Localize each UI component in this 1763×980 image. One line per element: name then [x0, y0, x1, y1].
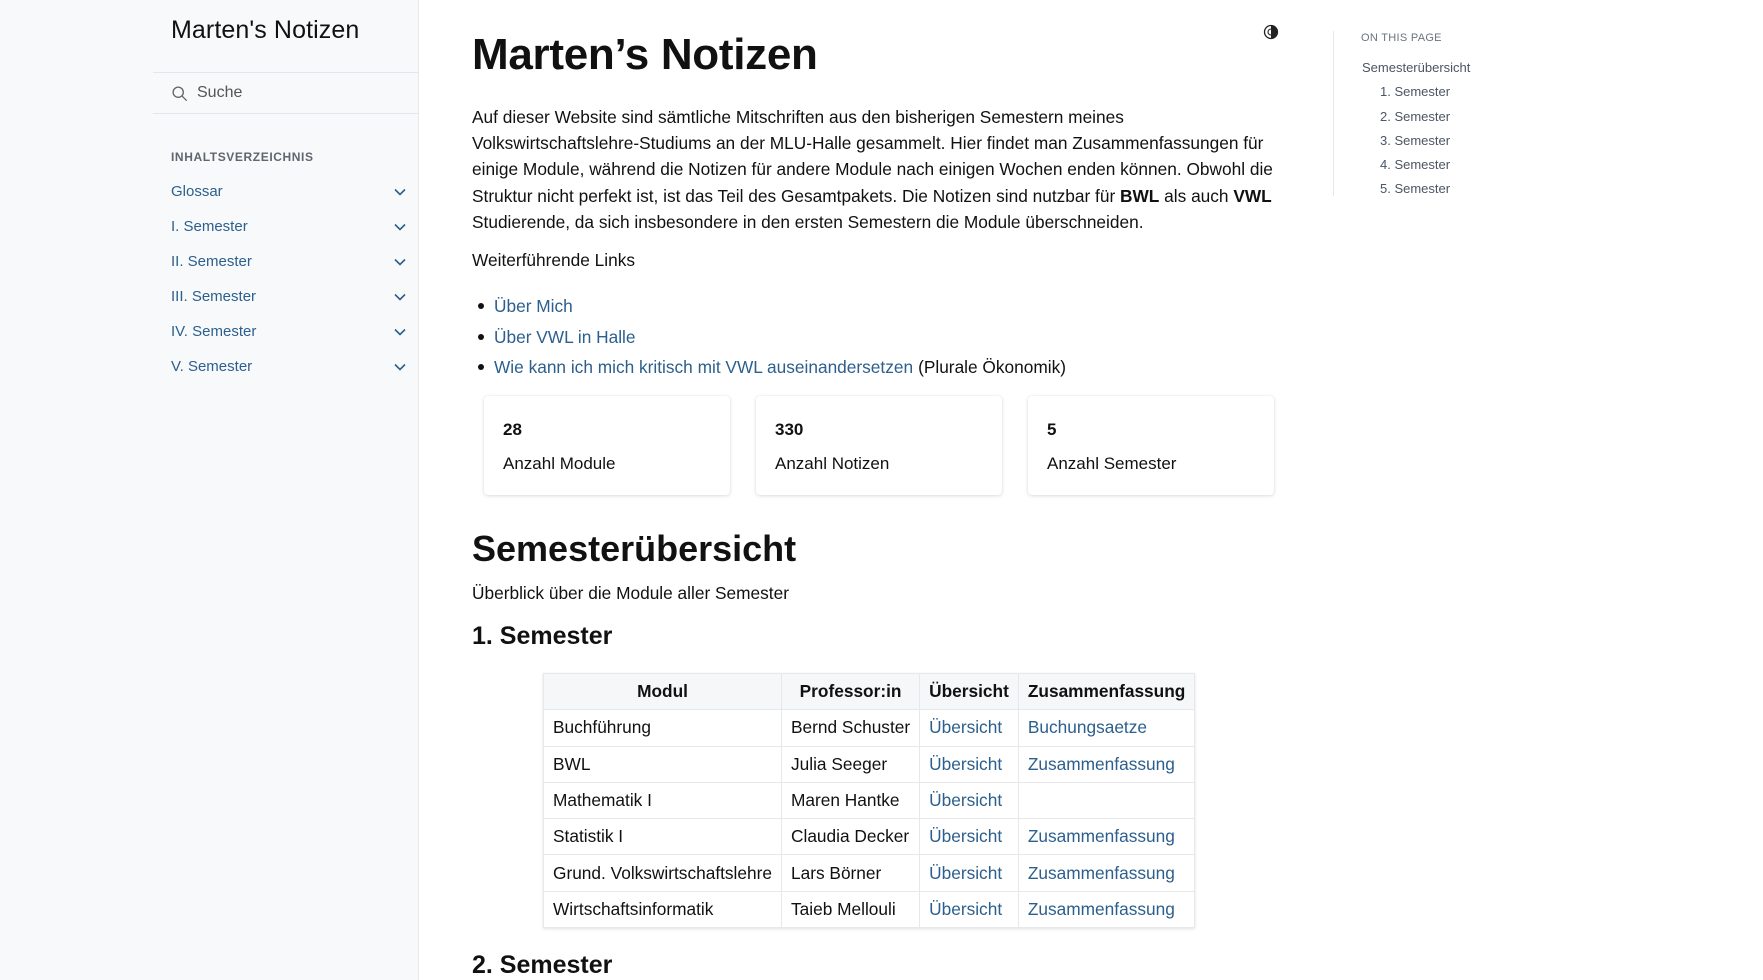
sidebar — [0, 0, 419, 980]
uebersicht-link[interactable]: Übersicht — [929, 790, 1003, 811]
otp-link-semesteruebersicht[interactable]: Semesterübersicht — [1362, 60, 1471, 75]
links-list — [478, 291, 1066, 383]
table-row — [544, 819, 1195, 855]
sidebar-item-semester-2[interactable] — [171, 244, 411, 279]
table-row — [544, 710, 1195, 746]
cell-modul: Buchführung — [544, 710, 782, 746]
cell-prof: Taieb Mellouli — [782, 891, 920, 927]
zusammenfassung-link[interactable]: Zusammenfassung — [1027, 826, 1175, 847]
otp-link-semester-1[interactable]: 1. Semester — [1380, 84, 1451, 100]
list-item — [478, 291, 1066, 322]
sidebar-nav — [171, 174, 411, 384]
otp-link-semester-5[interactable]: 5. Semester — [1380, 181, 1451, 197]
table-row — [544, 891, 1195, 927]
modules-table — [543, 673, 1195, 928]
cell-uebersicht — [920, 819, 1019, 855]
intro-text-3: Studierende, da sich insbesondere in den ersten Semestern die Module überschneiden. — [472, 211, 1144, 232]
sidebar-item-label: I. Semester — [171, 218, 248, 235]
cell-zusammenfassung — [1018, 782, 1195, 818]
link-kritisch-vwl[interactable]: Wie kann ich mich kritisch mit VWL auseinandersetzen — [494, 357, 914, 377]
chevron-down-icon[interactable] — [393, 325, 407, 339]
link-ueber-vwl-halle[interactable]: Über VWL in Halle — [494, 326, 636, 347]
intro-text-1: Auf dieser Website sind sämtliche Mitschriften aus den bisherigen Semestern meines Volkswirtschaftslehre-Studiums an der MLU-Halle gesammelt. Hier findet man Zusammenfassungen für einige Module, während die Notizen für andere Module nach einigen Wochen enden können. Obwohl die Struktur nicht perfekt ist, ist das Teil des Gesamtpakets. Die Notizen sind nutzbar für — [472, 107, 1273, 206]
stat-value: 28 — [503, 420, 522, 439]
uebersicht-link[interactable]: Übersicht — [929, 753, 1003, 774]
stat-card-notes — [756, 396, 1002, 495]
intro-bold-bwl: BWL — [1120, 185, 1160, 206]
bullet — [478, 334, 484, 340]
uebersicht-link[interactable]: Übersicht — [929, 826, 1003, 847]
cell-zusammenfassung — [1018, 710, 1195, 746]
sidebar-item-label: IV. Semester — [171, 323, 257, 340]
col-header-zusammenfassung: Zusammenfassung — [1018, 674, 1195, 710]
cell-zusammenfassung — [1018, 746, 1195, 782]
links-heading: Weiterführende Links — [472, 250, 635, 270]
stat-label: Anzahl Notizen — [775, 454, 890, 473]
chevron-down-icon[interactable] — [393, 290, 407, 304]
semester-2-heading: 2. Semester — [472, 951, 613, 979]
bullet — [478, 303, 484, 309]
page-title: Marten’s Notizen — [472, 30, 818, 79]
table-row — [544, 855, 1195, 891]
cell-uebersicht — [920, 891, 1019, 927]
site-brand[interactable]: Marten's Notizen — [171, 16, 360, 44]
cell-uebersicht — [920, 746, 1019, 782]
link-suffix: (Plurale Ökonomik) — [918, 357, 1066, 377]
list-item — [478, 322, 1066, 353]
chevron-down-icon[interactable] — [393, 185, 407, 199]
uebersicht-link[interactable]: Übersicht — [929, 898, 1003, 919]
contrast-icon[interactable] — [1263, 24, 1279, 40]
sidebar-item-semester-3[interactable] — [171, 279, 411, 314]
bullet — [478, 364, 484, 370]
sidebar-item-label: III. Semester — [171, 288, 257, 305]
stat-card-modules — [484, 396, 730, 495]
cell-uebersicht — [920, 855, 1019, 891]
cell-uebersicht — [920, 782, 1019, 818]
cell-prof: Maren Hantke — [782, 782, 920, 818]
zusammenfassung-link[interactable]: Buchungsaetze — [1027, 717, 1147, 738]
col-header-professor: Professor:in — [782, 674, 920, 710]
stat-value: 330 — [775, 420, 804, 439]
sidebar-item-semester-5[interactable] — [171, 349, 411, 384]
cell-modul: Grund. Volkswirtschaftslehre — [544, 855, 782, 891]
chevron-down-icon[interactable] — [393, 360, 407, 374]
cell-prof: Bernd Schuster — [782, 710, 920, 746]
chevron-down-icon[interactable] — [393, 220, 407, 234]
otp-link-semester-4[interactable]: 4. Semester — [1380, 157, 1451, 173]
semester-1-heading: 1. Semester — [472, 622, 613, 650]
col-header-uebersicht: Übersicht — [920, 674, 1019, 710]
cell-uebersicht — [920, 710, 1019, 746]
table-row — [544, 746, 1195, 782]
uebersicht-link[interactable]: Übersicht — [929, 717, 1003, 738]
zusammenfassung-link[interactable]: Zusammenfassung — [1027, 898, 1175, 919]
stat-label: Anzahl Semester — [1047, 454, 1177, 473]
col-header-modul: Modul — [544, 674, 782, 710]
on-this-page-list — [1362, 56, 1470, 202]
sidebar-item-semester-4[interactable] — [171, 314, 411, 349]
cell-zusammenfassung — [1018, 855, 1195, 891]
otp-link-semester-2[interactable]: 2. Semester — [1380, 108, 1451, 124]
intro-bold-vwl: VWL — [1233, 185, 1272, 206]
on-this-page-rail — [1333, 31, 1360, 196]
stat-value: 5 — [1047, 420, 1057, 439]
sidebar-item-label: V. Semester — [171, 358, 253, 375]
stats-row — [484, 396, 1274, 495]
cell-prof: Lars Börner — [782, 855, 920, 891]
otp-link-semester-3[interactable]: 3. Semester — [1380, 132, 1451, 148]
search-input[interactable] — [153, 72, 419, 114]
sidebar-item-label: Glossar — [171, 183, 223, 200]
stat-label: Anzahl Module — [503, 454, 616, 473]
intro-paragraph — [472, 104, 1292, 235]
table-row — [544, 782, 1195, 818]
link-ueber-mich[interactable]: Über Mich — [494, 296, 573, 316]
search-placeholder: Suche — [197, 84, 243, 101]
zusammenfassung-link[interactable]: Zusammenfassung — [1027, 862, 1175, 883]
section-subtitle: Überblick über die Module aller Semester — [472, 583, 789, 603]
table-header-row — [544, 674, 1195, 710]
sidebar-item-label: II. Semester — [171, 253, 252, 270]
cell-zusammenfassung — [1018, 891, 1195, 927]
search-icon — [171, 85, 188, 102]
on-this-page-caption: ON THIS PAGE — [1361, 32, 1442, 44]
sidebar-item-semester-1[interactable] — [171, 209, 411, 244]
cell-zusammenfassung — [1018, 819, 1195, 855]
cell-prof: Claudia Decker — [782, 819, 920, 855]
list-item — [478, 352, 1066, 383]
uebersicht-link[interactable]: Übersicht — [929, 862, 1003, 883]
cell-modul: Wirtschaftsinformatik — [544, 891, 782, 927]
cell-modul: Mathematik I — [544, 782, 782, 818]
section-title: Semesterübersicht — [472, 528, 797, 569]
cell-modul: Statistik I — [544, 819, 782, 855]
toc-caption: INHALTSVERZEICHNIS — [171, 150, 314, 164]
cell-modul: BWL — [544, 746, 782, 782]
chevron-down-icon[interactable] — [393, 255, 407, 269]
intro-text-2: als auch — [1159, 185, 1234, 206]
zusammenfassung-link[interactable]: Zusammenfassung — [1027, 753, 1175, 774]
cell-prof: Julia Seeger — [782, 746, 920, 782]
stat-card-semesters — [1028, 396, 1274, 495]
sidebar-item-glossar[interactable] — [171, 174, 411, 209]
